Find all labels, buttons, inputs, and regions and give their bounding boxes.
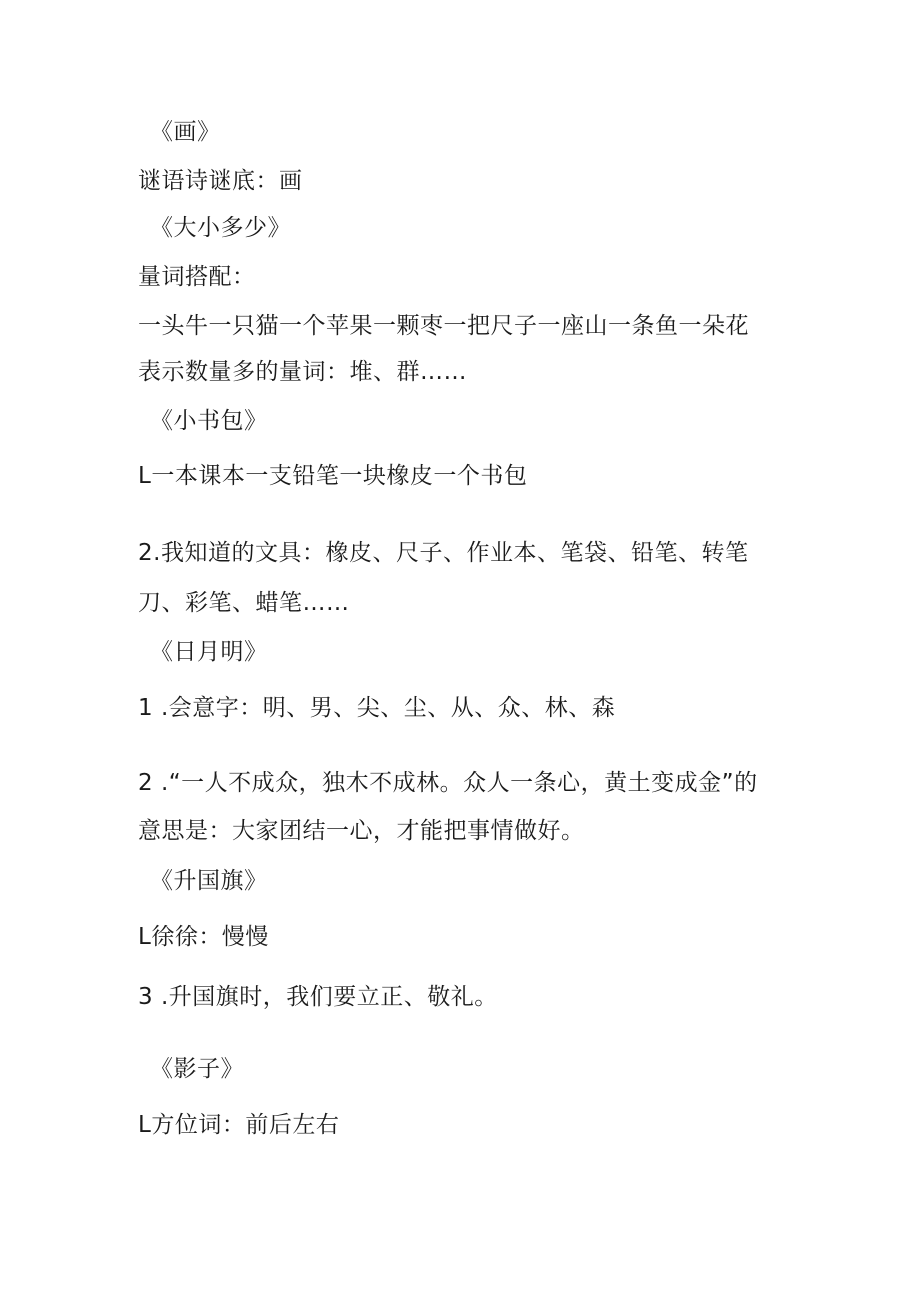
stationery-line-1: 2.我知道的文具：橡皮、尺子、作业本、笔袋、铅笔、转笔 [138, 540, 749, 566]
flag-raising-line: 3 .升国旗时，我们要立正、敬礼。 [138, 984, 498, 1010]
proverb-line-1: 2 .“一人不成众，独木不成林。众人一条心，黄土变成金”的 [138, 770, 758, 796]
compound-ideogram-line: 1 .会意字：明、男、尖、尘、从、众、林、森 [138, 695, 616, 721]
direction-words-line: L方位词：前后左右 [138, 1112, 340, 1138]
measure-word-examples: 一头牛一只猫一个苹果一颗枣一把尺子一座山一条鱼一朵花 [138, 313, 749, 339]
measure-word-heading: 量词搭配： [138, 264, 256, 290]
proverb-line-2: 意思是：大家团结一心，才能把事情做好。 [138, 818, 585, 844]
riddle-answer-line: 谜语诗谜底：画 [138, 168, 303, 194]
lesson-title-shengguoqi: 《升国旗》 [150, 868, 268, 894]
schoolbag-items-line: L一本课本一支铅笔一块橡皮一个书包 [138, 463, 528, 489]
xuxu-definition-line: L徐徐：慢慢 [138, 924, 269, 950]
lesson-title-riyueming: 《日月明》 [150, 639, 268, 665]
stationery-line-2: 刀、彩笔、蜡笔…… [138, 590, 350, 616]
lesson-title-yingzi: 《影子》 [150, 1056, 244, 1082]
quantity-measure-words: 表示数量多的量词：堆、群…… [138, 359, 467, 385]
lesson-title-daxiaoduoshao: 《大小多少》 [150, 215, 291, 241]
lesson-title-hua: 《画》 [150, 119, 221, 145]
lesson-title-xiaoshubao: 《小书包》 [150, 408, 268, 434]
